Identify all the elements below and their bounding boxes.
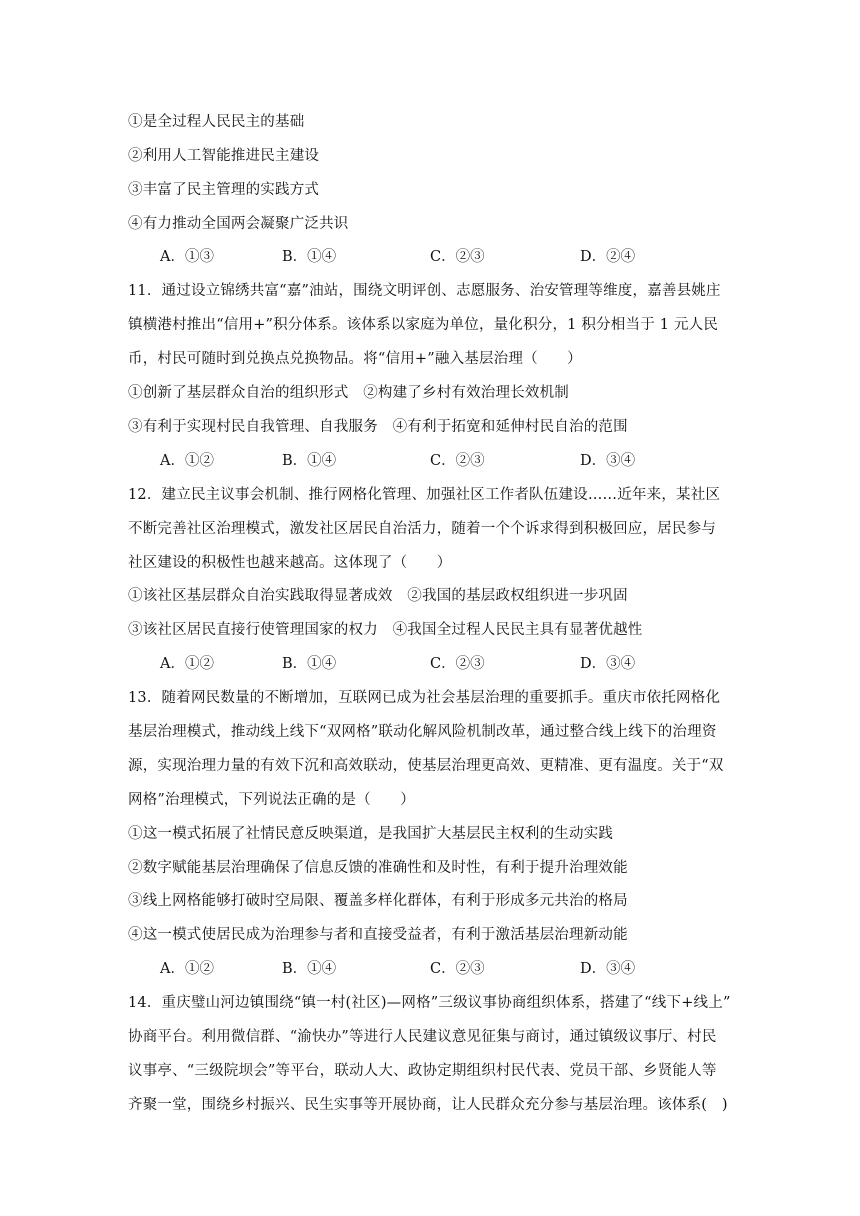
- question-13-statement-3: ③线上网格能够打破时空局限、覆盖多样化群体，有利于形成多元共治的格局: [128, 893, 628, 909]
- question-13-statement-2: ②数字赋能基层治理确保了信息反馈的准确性和及时性，有利于提升治理效能: [128, 860, 628, 876]
- option-b: B．①④: [282, 961, 337, 977]
- question-14-stem-line-4: 齐聚一堂，围绕乡村振兴、民生实事等开展协商，让人民群众充分参与基层治理。该体系( ): [128, 1097, 728, 1113]
- question-11-stem-line-3: 币，村民可随时到兑换点兑换物品。将“信用+”融入基层治理（ ）: [128, 351, 582, 367]
- option-b: B．①④: [282, 453, 337, 469]
- option-c: C．②③: [430, 656, 485, 672]
- question-12-stem-line-1: 12．建立民主议事会机制、推行网格化管理、加强社区工作者队伍建设……近年来，某社区: [128, 487, 721, 503]
- option-b: B．①④: [282, 249, 337, 265]
- option-a: A．①③: [160, 249, 214, 265]
- option-b: B．①④: [282, 656, 337, 672]
- question-12-statements-line-2: ③该社区居民直接行使管理国家的权力 ④我国全过程人民民主具有显著优越性: [128, 622, 643, 638]
- question-14-stem-line-2: 协商平台。利用微信群、“渝快办”等进行人民建议意见征集与商讨，通过镇级议事厅、村民: [128, 1029, 717, 1045]
- option-c: C．②③: [430, 249, 485, 265]
- question-13-statement-1: ①这一模式拓展了社情民意反映渠道，是我国扩大基层民主权利的生动实践: [128, 826, 614, 842]
- question-14-stem-line-3: 议事亭、“三级院坝会”等平台，联动人大、政协定期组织村民代表、党员干部、乡贤能人等: [128, 1063, 717, 1079]
- question-11-stem-line-2: 镇横港村推出“信用+”积分体系。该体系以家庭为单位，量化积分，1 积分相当于 1 元人民: [128, 317, 719, 333]
- question-14-stem-line-1: 14．重庆璧山河边镇围绕“镇一村(社区)—网格”三级议事协商组织体系，搭建了“线下+线上”: [128, 995, 731, 1011]
- question-12-statements-line-1: ①该社区基层群众自治实践取得显著成效 ②我国的基层政权组织进一步巩固: [128, 588, 628, 604]
- option-d: D．②④: [580, 249, 636, 265]
- option-d: D．③④: [580, 961, 636, 977]
- option-d: D．③④: [580, 453, 636, 469]
- question-11-statements-line-2: ③有利于实现村民自我管理、自我服务 ④有利于拓宽和延伸村民自治的范围: [128, 419, 628, 435]
- statement-1: ①是全过程人民民主的基础: [128, 114, 305, 130]
- question-11-stem-line-1: 11．通过设立锦绣共富“嘉”油站，围绕文明评创、志愿服务、治安管理等维度，嘉善县姚庄: [128, 283, 721, 299]
- question-13-stem-line-4: 网格”治理模式，下列说法正确的是（ ）: [128, 792, 415, 808]
- option-a: A．①②: [160, 656, 214, 672]
- question-13-statement-4: ④这一模式使居民成为治理参与者和直接受益者，有利于激活基层治理新动能: [128, 927, 628, 943]
- option-a: A．①②: [160, 453, 214, 469]
- option-c: C．②③: [430, 961, 485, 977]
- question-12-stem-line-2: 不断完善社区治理模式，激发社区居民自治活力，随着一个个诉求得到积极回应，居民参与: [128, 521, 716, 537]
- option-c: C．②③: [430, 453, 485, 469]
- statement-4: ④有力推动全国两会凝聚广泛共识: [128, 216, 349, 232]
- question-12-stem-line-3: 社区建设的积极性也越来越高。这体现了（ ）: [128, 555, 452, 571]
- question-11-statements-line-1: ①创新了基层群众自治的组织形式 ②构建了乡村有效治理长效机制: [128, 385, 569, 401]
- option-a: A．①②: [160, 961, 214, 977]
- option-d: D．③④: [580, 656, 636, 672]
- question-13-stem-line-2: 基层治理模式，推动线上线下“双网格”联动化解风险机制改革，通过整合线上线下的治理资: [128, 724, 717, 740]
- statement-2: ②利用人工智能推进民主建设: [128, 148, 320, 164]
- question-13-stem-line-1: 13．随着网民数量的不断增加，互联网已成为社会基层治理的重要抓手。重庆市依托网格化: [128, 690, 721, 706]
- question-13-stem-line-3: 源，实现治理力量的有效下沉和高效联动，使基层治理更高效、更精准、更有温度。关于“双: [128, 758, 724, 774]
- statement-3: ③丰富了民主管理的实践方式: [128, 182, 320, 198]
